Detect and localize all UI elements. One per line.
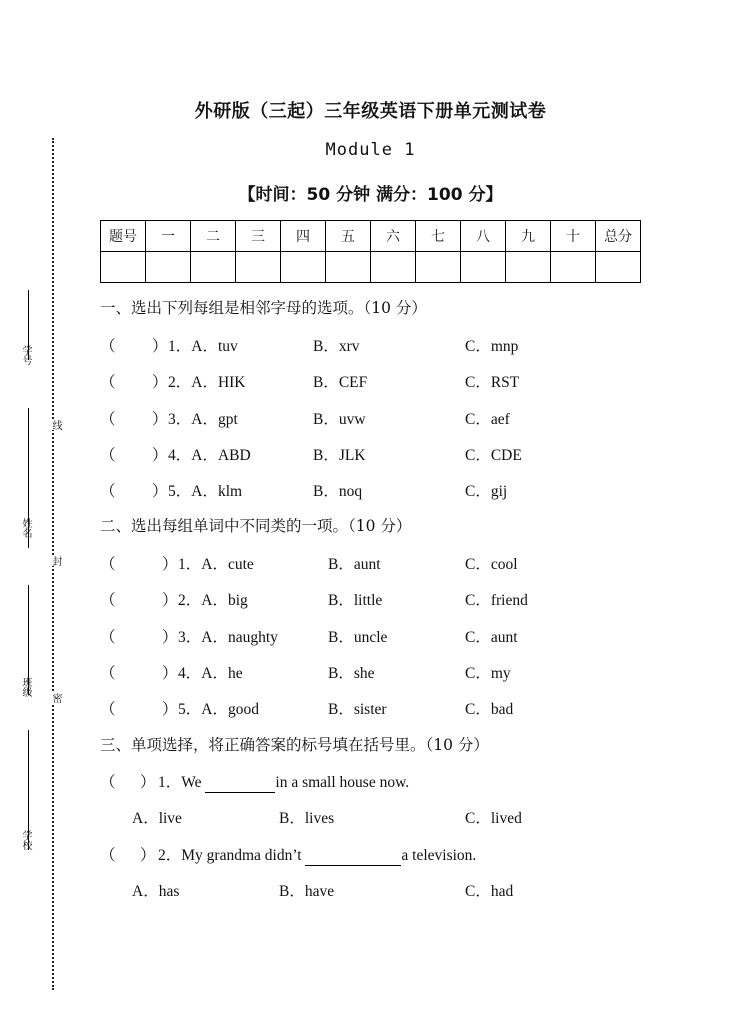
- score-header-cell: 九: [506, 221, 551, 252]
- time-score-info: 【时间：50 分钟 满分：100 分】: [238, 185, 503, 205]
- section3-heading: 三、单项选择，将正确答案的标号填在括号里。（10 分）: [100, 736, 489, 754]
- score-entry-cell[interactable]: [101, 252, 146, 283]
- section2-q2-open-paren[interactable]: （: [100, 592, 116, 609]
- score-header-cell: 八: [461, 221, 506, 252]
- section3-q1-stem-post: in a small house now.: [275, 774, 410, 791]
- student-id-label: 学号: [20, 345, 31, 365]
- section1-q5-open-paren[interactable]: （: [100, 483, 116, 500]
- section3-q1-stem-pre: 1．We: [158, 774, 202, 791]
- score-header-cell: 五: [326, 221, 371, 252]
- section3-q1-option-b: B．lives: [279, 810, 335, 827]
- score-table-entry-row: [101, 252, 641, 283]
- section2-heading: 二、选出每组单词中不同类的一项。（10 分）: [100, 517, 412, 535]
- section3-q2-open-paren[interactable]: （: [100, 847, 116, 864]
- score-header-cell: 一: [146, 221, 191, 252]
- section2-q2-option-c: C．friend: [465, 592, 528, 609]
- section2-q3-open-paren[interactable]: （: [100, 629, 116, 646]
- section2-q3-close-paren: ）: [162, 629, 178, 646]
- section1-q4-open-paren[interactable]: （: [100, 447, 116, 464]
- section1-q5-close-paren: ）: [152, 483, 168, 500]
- score-table: [100, 220, 641, 283]
- section1-q2-close-paren: ）: [152, 374, 168, 391]
- seal-mark-secret: 密: [50, 693, 61, 703]
- section3-q1-option-c: C．lived: [465, 810, 522, 827]
- section1-q4-option-a: 4．A．ABD: [168, 447, 251, 464]
- page-title: 外研版（三起）三年级英语下册单元测试卷: [194, 101, 547, 122]
- section3-q2-option-b: B．have: [279, 883, 335, 900]
- section3-q2-stem: [158, 843, 476, 866]
- section2-q2-close-paren: ）: [162, 592, 178, 609]
- seal-mark-seal: 封: [50, 556, 61, 566]
- section2-q2-option-b: B．little: [328, 592, 383, 609]
- score-header-cell: 七: [416, 221, 461, 252]
- section2-q4-option-c: C．my: [465, 665, 511, 682]
- section2-q3-option-b: B．uncle: [328, 629, 388, 646]
- score-entry-cell[interactable]: [506, 252, 551, 283]
- section1-q5-option-c: C．gij: [465, 483, 508, 500]
- score-header-cell: 总分: [596, 221, 641, 252]
- section2-q4-option-a: 4．A．he: [178, 665, 243, 682]
- name-label: 姓名: [20, 518, 31, 538]
- section1-q3-option-a: 3．A．gpt: [168, 411, 238, 428]
- section1-q4-option-c: C．CDE: [465, 447, 522, 464]
- section1-q2-option-b: B．CEF: [313, 374, 368, 391]
- section1-heading: 一、选出下列每组是相邻字母的选项。（10 分）: [100, 299, 427, 317]
- score-entry-cell[interactable]: [236, 252, 281, 283]
- section3-q1-answer-blank[interactable]: [205, 774, 275, 793]
- score-entry-cell[interactable]: [371, 252, 416, 283]
- score-header-cell: 四: [281, 221, 326, 252]
- section1-q1-close-paren: ）: [152, 338, 168, 355]
- section3-q2-close-paren: ）: [140, 847, 156, 864]
- section3-q2-stem-pre: 2．My grandma didn’t: [158, 847, 302, 864]
- school-label: 学校: [20, 830, 31, 850]
- section3-q2-answer-blank[interactable]: [305, 847, 401, 866]
- section2-q5-option-b: B．sister: [328, 701, 387, 718]
- score-entry-cell[interactable]: [551, 252, 596, 283]
- section2-q4-option-b: B．she: [328, 665, 375, 682]
- section2-q5-open-paren[interactable]: （: [100, 701, 116, 718]
- section3-q2-option-c: C．had: [465, 883, 514, 900]
- section2-q1-close-paren: ）: [162, 556, 178, 573]
- section2-q4-close-paren: ）: [162, 665, 178, 682]
- section1-q3-option-c: C．aef: [465, 411, 510, 428]
- section2-q5-close-paren: ）: [162, 701, 178, 718]
- section1-q3-option-b: B．uvw: [313, 411, 366, 428]
- score-table-header-row: [101, 221, 641, 252]
- section2-q1-open-paren[interactable]: （: [100, 556, 116, 573]
- score-entry-cell[interactable]: [326, 252, 371, 283]
- score-entry-cell[interactable]: [146, 252, 191, 283]
- section1-q2-option-a: 2．A．HIK: [168, 374, 246, 391]
- section1-q1-option-c: C．mnp: [465, 338, 519, 355]
- section1-q3-close-paren: ）: [152, 411, 168, 428]
- section2-q5-option-a: 5．A．good: [178, 701, 259, 718]
- section3-q1-stem: [158, 770, 409, 793]
- score-entry-cell[interactable]: [461, 252, 506, 283]
- score-header-cell: 三: [236, 221, 281, 252]
- section3-q1-open-paren[interactable]: （: [100, 774, 116, 791]
- section1-q1-option-a: 1．A．tuv: [168, 338, 238, 355]
- section1-q4-close-paren: ）: [152, 447, 168, 464]
- score-header-cell: 二: [191, 221, 236, 252]
- section1-q2-open-paren[interactable]: （: [100, 374, 116, 391]
- section2-q4-open-paren[interactable]: （: [100, 665, 116, 682]
- section1-q4-option-b: B．JLK: [313, 447, 366, 464]
- section1-q2-option-c: C．RST: [465, 374, 520, 391]
- class-label: 班级: [20, 677, 31, 697]
- score-entry-cell[interactable]: [416, 252, 461, 283]
- section2-q1-option-c: C．cool: [465, 556, 518, 573]
- section3-q1-close-paren: ）: [140, 774, 156, 791]
- score-header-cell: 题号: [101, 221, 146, 252]
- section2-q3-option-a: 3．A．naughty: [178, 629, 278, 646]
- section2-q2-option-a: 2．A．big: [178, 592, 248, 609]
- score-entry-cell[interactable]: [281, 252, 326, 283]
- section3-q1-option-a: A．live: [132, 810, 182, 827]
- section1-q5-option-a: 5．A．klm: [168, 483, 243, 500]
- score-header-cell: 十: [551, 221, 596, 252]
- section1-q1-open-paren[interactable]: （: [100, 338, 116, 355]
- seal-mark-line: 线: [50, 420, 61, 430]
- section3-q2-stem-post: a television.: [401, 847, 477, 864]
- score-entry-cell[interactable]: [596, 252, 641, 283]
- module-title: Module 1: [325, 140, 416, 160]
- section2-q1-option-a: 1．A．cute: [178, 556, 254, 573]
- section1-q1-option-b: B．xrv: [313, 338, 360, 355]
- score-entry-cell[interactable]: [191, 252, 236, 283]
- section1-q5-option-b: B．noq: [313, 483, 363, 500]
- score-header-cell: 六: [371, 221, 416, 252]
- section3-q2-option-a: A．has: [132, 883, 180, 900]
- section2-q3-option-c: C．aunt: [465, 629, 518, 646]
- section2-q5-option-c: C．bad: [465, 701, 514, 718]
- section1-q3-open-paren[interactable]: （: [100, 411, 116, 428]
- section2-q1-option-b: B．aunt: [328, 556, 381, 573]
